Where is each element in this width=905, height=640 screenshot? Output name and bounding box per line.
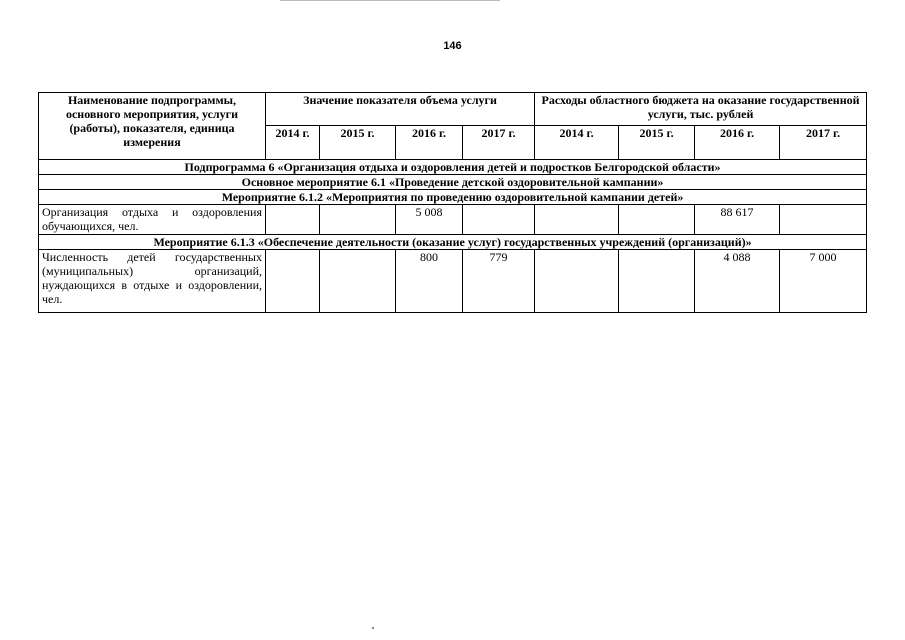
indicator-2-vol-2014 <box>266 250 320 313</box>
indicator-1-vol-2014 <box>266 205 320 235</box>
page-number: 146 <box>443 40 462 52</box>
header-vol-year-2014: 2014 г. <box>266 126 320 160</box>
header-exp-year-2016: 2016 г. <box>695 126 780 160</box>
measure-613-title: Мероприятие 6.1.3 «Обеспечение деятельности (оказание услуг) государственных учреждений (организаций)» <box>39 235 867 250</box>
header-exp-year-2017: 2017 г. <box>780 126 867 160</box>
indicator-1-vol-2017 <box>463 205 535 235</box>
measure-612-title: Мероприятие 6.1.2 «Мероприятия по проведению оздоровительной кампании детей» <box>39 190 867 205</box>
subprogram-title: Подпрограмма 6 «Организация отдыха и оздоровления детей и подростков Белгородской области» <box>39 160 867 175</box>
table-row <box>39 250 867 313</box>
indicator-1-name: Организация отдыха и оздоровления обучающихся, чел. <box>39 205 266 235</box>
scan-edge-line <box>280 0 500 1</box>
indicator-2-exp-2015 <box>619 250 695 313</box>
subprogram-row <box>39 160 867 175</box>
indicator-1-vol-2016: 5 008 <box>396 205 463 235</box>
indicator-2-exp-2017: 7 000 <box>780 250 867 313</box>
table-row <box>39 205 867 235</box>
budget-table <box>38 92 867 313</box>
indicator-1-exp-2014 <box>535 205 619 235</box>
indicator-2-exp-2016: 4 088 <box>695 250 780 313</box>
indicator-1-exp-2015 <box>619 205 695 235</box>
indicator-2-exp-2014 <box>535 250 619 313</box>
header-vol-year-2016: 2016 г. <box>396 126 463 160</box>
header-exp-year-2015: 2015 г. <box>619 126 695 160</box>
header-vol-year-2015: 2015 г. <box>320 126 396 160</box>
header-exp-year-2014: 2014 г. <box>535 126 619 160</box>
header-volume-group: Значение показателя объема услуги <box>266 93 535 126</box>
indicator-2-vol-2015 <box>320 250 396 313</box>
header-name-column: Наименование подпрограммы, основного мероприятия, услуги (работы), показателя, единица измерения <box>39 93 266 160</box>
header-vol-year-2017: 2017 г. <box>463 126 535 160</box>
scan-speck <box>372 627 374 629</box>
indicator-1-vol-2015 <box>320 205 396 235</box>
header-expense-group: Расходы областного бюджета на оказание государственной услуги, тыс. рублей <box>535 93 867 126</box>
indicator-2-vol-2016: 800 <box>396 250 463 313</box>
indicator-2-name: Численность детей государственных (муниципальных) организаций, нуждающихся в отдыхе и оздоровлении, чел. <box>39 250 266 313</box>
header-row-groups <box>39 93 867 126</box>
indicator-2-vol-2017: 779 <box>463 250 535 313</box>
measure-613-row <box>39 235 867 250</box>
main-measure-title: Основное мероприятие 6.1 «Проведение детской оздоровительной кампании» <box>39 175 867 190</box>
indicator-1-exp-2016: 88 617 <box>695 205 780 235</box>
main-measure-row <box>39 175 867 190</box>
measure-612-row <box>39 190 867 205</box>
indicator-1-exp-2017 <box>780 205 867 235</box>
